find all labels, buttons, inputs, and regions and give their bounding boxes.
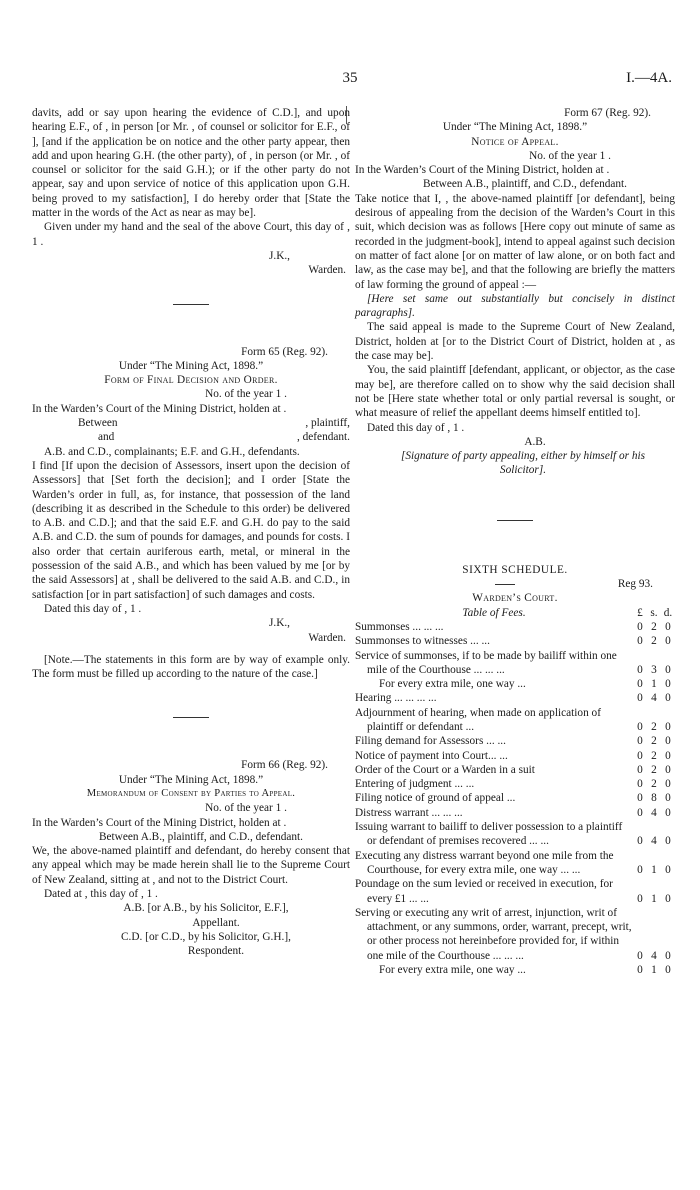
form66-body: We, the above-named plaintiff and defendant, do hereby consent that any appeal which may be made herein shall lie to the Supreme Court of New Zealand, sitting at , and not to the District Court.: [32, 845, 350, 886]
fee-description: Serving or executing any writ of arrest, injunction, writ of attachment, or any summons, order, warrant, precept, writ, or other process not hereinbefore provided for, if within one mile of the Courthouse ... ... ...: [355, 906, 632, 962]
fee-shillings: 2: [651, 720, 657, 733]
fee-shillings: 2: [651, 778, 657, 791]
fee-shillings: 3: [651, 663, 657, 676]
fee-shillings: 1: [651, 892, 657, 905]
fee-row: [355, 691, 675, 705]
right-column: [355, 106, 675, 977]
fee-pounds: 0: [637, 835, 643, 848]
form67-signature: A.B.: [524, 435, 546, 448]
form65-parties: A.B. and C.D., complainants; E.F. and G.H., defendants.: [44, 445, 300, 458]
fee-row: [355, 849, 675, 878]
form65-between: Between: [78, 417, 118, 430]
fee-shillings: 1: [651, 964, 657, 977]
fee-pounds: 0: [637, 735, 643, 748]
fee-row: [355, 806, 675, 820]
form66-respondent: Respondent.: [187, 945, 245, 958]
fee-description: Filing demand for Assessors ... ...: [355, 735, 506, 748]
fee-pence: 0: [665, 678, 671, 691]
form67-under: Under “The Mining Act, 1898.”: [442, 121, 588, 134]
fee-description: Filing notice of ground of appeal ...: [355, 792, 516, 805]
continued-form-text: davits, add or say upon hearing the evidence of C.D.], and upon hearing E.F., of , in person [or Mr. , of counsel or solicitor for E.F., of ], [and if the application be on notice and the other party appear, then add and upon hearing G.H. (the other party), of , in person (or Mr. , of counsel or solicitor for the said G.H.); or if the other party do not appear, say and upon service of notice of this application upon G.H. being proved to my satisfaction], I do hereby order that [State the matter in the words of the Act as near as may be].: [32, 107, 350, 220]
form65-dated: Dated this day of , 1 .: [44, 602, 142, 615]
form67-between: Between A.B., plaintiff, and C.D., defendant.: [422, 178, 628, 191]
left-column: [32, 106, 350, 959]
fee-description: For every extra mile, one way ...: [379, 964, 526, 977]
fee-pounds: 0: [637, 806, 643, 819]
col-pound: £: [637, 606, 643, 619]
given-under-hand: Given under my hand and the seal of the above Court, this day of , 1 .: [32, 221, 350, 248]
fees-table-title: Table of Fees.: [462, 606, 526, 619]
form65-court: In the Warden’s Court of the Mining District, holden at .: [32, 402, 287, 415]
fee-pounds: 0: [637, 964, 643, 977]
form65-title: Form of Final Decision and Order.: [104, 374, 278, 387]
form67-body: Take notice that I, , the above-named plaintiff [or defendant], being desirous of appealing from the decision of the Warden’s Court in this suit, which decision was as follows [Here copy out minute of same as recorded in the judgment-book], intend to appeal against such decision on matter of fact alone [or on matter of law alone, or on both fact and law, as the case may be], and that the following are briefly the matters of law forming the ground of appeal :—: [355, 192, 675, 291]
schedule-court: Warden’s Court.: [472, 592, 558, 605]
fee-pence: 0: [665, 892, 671, 905]
fee-pence: 0: [665, 735, 671, 748]
fee-shillings: 8: [651, 792, 657, 805]
fee-pounds: 0: [637, 635, 643, 648]
schedule-reg: Reg 93.: [617, 578, 653, 591]
fee-shillings: 2: [651, 763, 657, 776]
fee-pounds: 0: [637, 692, 643, 705]
form67-ref: Form 67 (Reg. 92).: [564, 107, 651, 119]
form66-signature-c: C.D. [or C.D., by his Solicitor, G.H.],: [121, 930, 291, 943]
form66-appellant: Appellant.: [192, 916, 240, 929]
form67-signature-note: [Signature of party appealing, either by himself or his Solicitor].: [400, 450, 645, 477]
fee-row: [355, 734, 675, 748]
fee-row: [355, 620, 675, 634]
fee-pence: 0: [665, 749, 671, 762]
fee-shillings: 4: [651, 835, 657, 848]
fee-pounds: 0: [637, 792, 643, 805]
form65-defendant: , defendant.: [296, 431, 350, 444]
form65-number: No. of the year 1 .: [205, 388, 287, 401]
fee-description: Notice of payment into Court... ...: [355, 749, 508, 762]
fee-pence: 0: [665, 863, 671, 876]
form67-court: In the Warden’s Court of the Mining District, holden at .: [355, 164, 610, 177]
fee-row: [355, 820, 675, 849]
fee-pence: 0: [665, 778, 671, 791]
col-shillings: s.: [650, 606, 658, 619]
fee-pence: 0: [665, 620, 671, 633]
fee-description: Adjournment of hearing, when made on application of plaintiff or defendant ...: [355, 706, 601, 733]
fee-shillings: 4: [651, 949, 657, 962]
fee-description: Order of the Court or a Warden in a suit: [355, 763, 535, 776]
fee-description: For every extra mile, one way ...: [379, 678, 526, 691]
fee-row: [355, 906, 675, 963]
fee-row: [355, 963, 675, 977]
fee-pence: 0: [665, 792, 671, 805]
form65-and: and: [98, 431, 115, 444]
fee-pence: 0: [665, 720, 671, 733]
fee-pence: 0: [665, 964, 671, 977]
fee-pounds: 0: [637, 949, 643, 962]
form66-dated: Dated at , this day of , 1 .: [44, 888, 158, 901]
fee-row: [355, 677, 675, 691]
fee-pounds: 0: [637, 720, 643, 733]
form65-body: I find [If upon the decision of Assessors, insert upon the decision of Assessors] that [Set forth the decision]; and I order [State the Warden’s order in full, as, for instance, that possession of the land (describing it as described in the Schedule to this order) be delivered to A.B. and C.D.]; and that the said E.F. and G.H. do pay to the said A.B. and C.D. the sum of pounds for damages, and pounds for costs. I also order that certain auriferous earth, metal, or mineral in the possession of the said A.B., and which has been valued by me [or by the said Assessors] at , shall be delivered to the said A.B. and C.D., in satisfaction [or in part satisfaction] of such damages and costs.: [32, 459, 350, 601]
fee-description: Summonses to witnesses ... ...: [355, 635, 490, 648]
form67-show-cause: You, the said plaintiff [defendant, applicant, or objector, as the case may be], are therefore called on to show why the said decision shall not be [Here state whether total or only partial reversal is sought, or what measure of relief the appellant deems himself entitled to].: [355, 364, 675, 420]
schedule-title: SIXTH SCHEDULE.: [462, 563, 568, 576]
form65-signature-title: Warden.: [308, 631, 346, 644]
fee-row: [355, 791, 675, 805]
fee-description: Issuing warrant to bailiff to deliver possession to a plaintiff or defendant of premises recovered ... ...: [355, 821, 623, 848]
fee-pounds: 0: [637, 892, 643, 905]
form66-under: Under “The Mining Act, 1898.”: [118, 773, 264, 786]
form66-court: In the Warden’s Court of the Mining District, holden at .: [32, 816, 287, 829]
fee-pounds: 0: [637, 663, 643, 676]
fee-description: Summonses ... ... ...: [355, 620, 444, 633]
fee-pence: 0: [665, 692, 671, 705]
fee-description: Distress warrant ... ... ...: [355, 806, 463, 819]
fee-row: [355, 634, 675, 648]
signature-title: Warden.: [308, 264, 346, 277]
page-number: 35: [342, 70, 358, 86]
fee-row: [355, 749, 675, 763]
form66-between: Between A.B., plaintiff, and C.D., defendant.: [98, 830, 304, 843]
fee-shillings: 2: [651, 620, 657, 633]
fee-description: Executing any distress warrant beyond one mile from the Courthouse, for every extra mile, one way ... ...: [355, 849, 614, 876]
fee-pounds: 0: [637, 749, 643, 762]
form66-number: No. of the year 1 .: [205, 802, 287, 815]
fee-row: [355, 777, 675, 791]
fee-shillings: 1: [651, 678, 657, 691]
fee-pounds: 0: [637, 678, 643, 691]
fee-shillings: 4: [651, 806, 657, 819]
fee-row: [355, 763, 675, 777]
fee-pounds: 0: [637, 863, 643, 876]
fee-shillings: 4: [651, 692, 657, 705]
form66-signature-a: A.B. [or A.B., by his Solicitor, E.F.],: [123, 902, 289, 915]
form65-under: Under “The Mining Act, 1898.”: [118, 359, 264, 372]
form65-plaintiff: , plaintiff,: [305, 417, 350, 430]
fee-row: [355, 649, 675, 678]
fee-pounds: 0: [637, 778, 643, 791]
col-pence: d.: [663, 606, 673, 619]
fee-pence: 0: [665, 806, 671, 819]
fees-table: [355, 606, 675, 978]
fee-description: Entering of judgment ... ...: [355, 778, 475, 791]
fee-pence: 0: [665, 635, 671, 648]
fee-description: Hearing ... ... ... ...: [355, 692, 437, 705]
fee-row: [355, 877, 675, 906]
document-reference: I.—4A.: [626, 70, 672, 86]
form67-instructions: [Here set same out substantially but concisely in distinct paragraphs].: [355, 292, 675, 320]
form67-dated: Dated this day of , 1 .: [367, 421, 465, 434]
form65-ref: Form 65 (Reg. 92).: [241, 345, 328, 358]
fee-pence: 0: [665, 949, 671, 962]
form67-title: Notice of Appeal.: [471, 135, 559, 148]
form65-signature-name: J.K.,: [268, 617, 290, 630]
fee-shillings: 1: [651, 863, 657, 876]
signature-name: J.K.,: [268, 249, 290, 262]
fee-row: [355, 706, 675, 735]
schedule-rule: [495, 584, 515, 591]
fee-description: Service of summonses, if to be made by bailiff within one mile of the Courthouse ... ... ...: [355, 649, 617, 676]
fee-pence: 0: [665, 763, 671, 776]
form67-number: No. of the year 1 .: [529, 149, 611, 162]
fee-description: Poundage on the sum levied or received in execution, for every £1 ... ...: [355, 878, 613, 905]
form65-note: [Note.—The statements in this form are by way of example only. The form must be filled up according to the nature of the case.]: [32, 653, 350, 681]
fee-pence: 0: [665, 663, 671, 676]
fee-pounds: 0: [637, 620, 643, 633]
form67-appeal-court: The said appeal is made to the Supreme Court of New Zealand, District, holden at [or to the District Court of District, holden at , as the case may be].: [355, 321, 675, 363]
fee-pounds: 0: [637, 763, 643, 776]
fee-shillings: 2: [651, 635, 657, 648]
fee-pence: 0: [665, 835, 671, 848]
form66-ref: Form 66 (Reg. 92).: [241, 759, 328, 772]
fees-header-row: [355, 606, 675, 620]
form66-title: Memorandum of Consent by Parties to Appeal.: [86, 787, 296, 799]
fee-shillings: 2: [651, 749, 657, 762]
fee-shillings: 2: [651, 735, 657, 748]
